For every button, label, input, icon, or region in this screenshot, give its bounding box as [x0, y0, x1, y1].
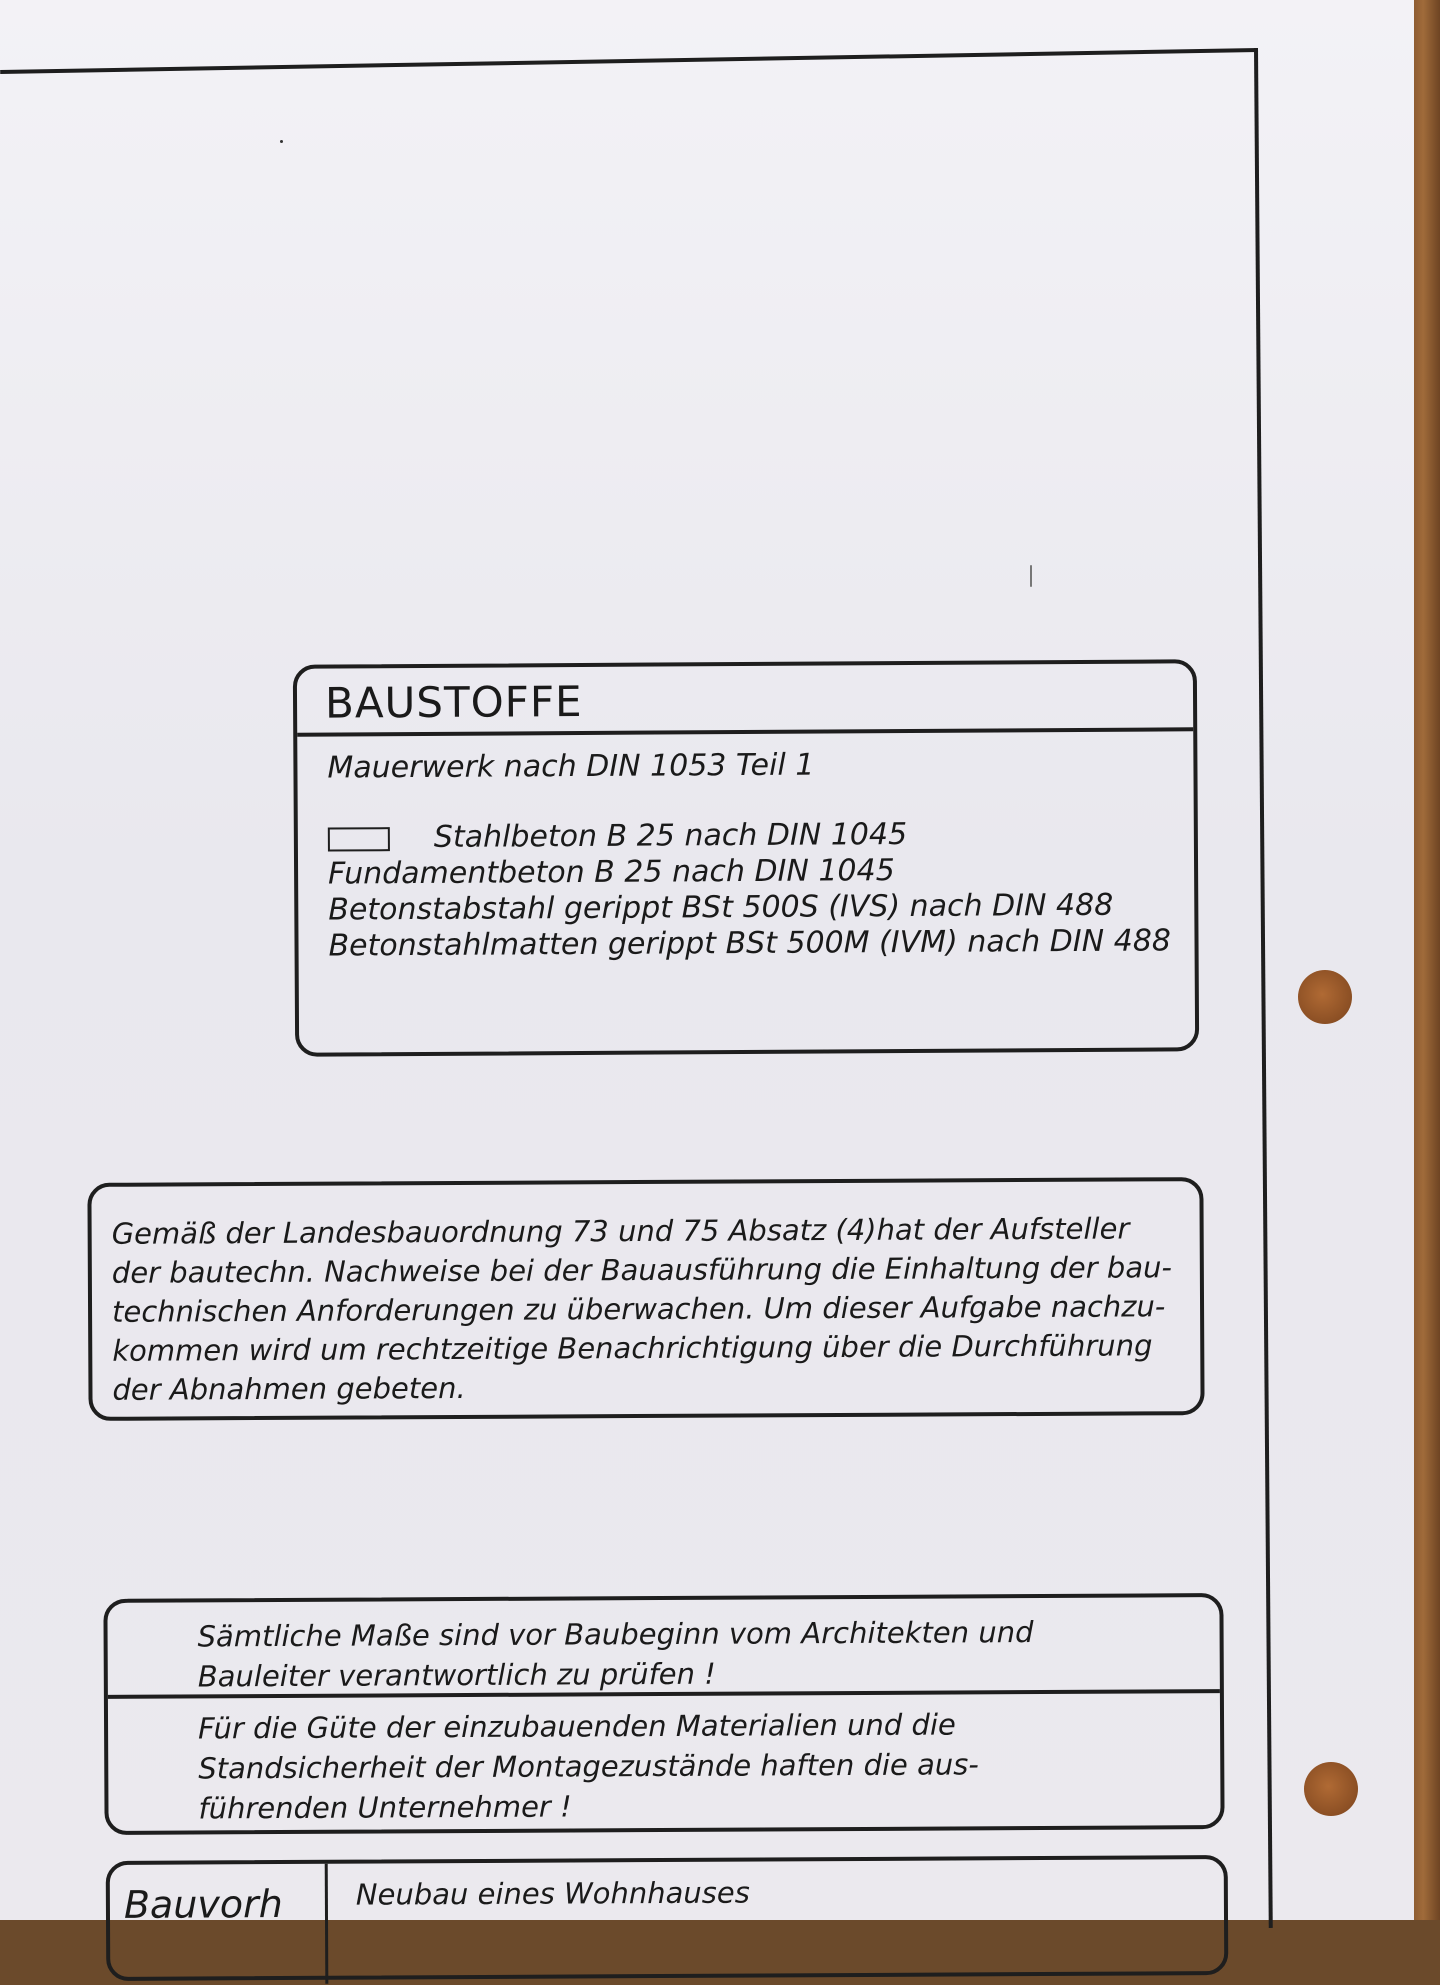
notice-line: der Abnahmen gebeten.: [112, 1370, 466, 1407]
spacer: [328, 781, 1194, 820]
landesbauordnung-notice-box: [87, 1177, 1204, 1421]
title-block-label: Bauvorh: [110, 1864, 329, 1985]
baustoffe-list: [297, 731, 1194, 964]
masse-line: Bauleiter verantwortlich zu prüfen !: [197, 1656, 716, 1694]
drawing-frame-top: [0, 48, 1258, 74]
paper-speck: [280, 140, 283, 143]
title-block: [106, 1855, 1229, 1981]
masse-line: Sämtliche Maße sind vor Baubeginn vom Architekten und: [197, 1615, 1034, 1654]
punch-hole-upper: [1298, 970, 1352, 1024]
notice-line: kommen wird um rechtzeitige Benachrichtigung über die Durchführung: [112, 1328, 1153, 1368]
wood-background: [1412, 0, 1440, 1920]
baustoffe-title: BAUSTOFFE: [297, 663, 1193, 736]
legend-rectangle-icon: [328, 827, 390, 851]
guete-disclaimer: [108, 1693, 1221, 1829]
guete-line: Für die Güte der einzubauenden Materialien und die: [197, 1707, 956, 1746]
punch-hole-lower: [1304, 1762, 1358, 1816]
drawing-frame-right: [1254, 48, 1273, 1928]
notice-line: der bautechn. Nachweise bei der Bauausführung die Einhaltung der bau-: [111, 1250, 1172, 1290]
baustoffe-line-stahlbeton-row: [328, 815, 1194, 856]
baustoffe-line-betonstahlmatten: Betonstahlmatten gerippt BSt 500M (IVM) nach DIN 488: [328, 923, 1172, 964]
baustoffe-line-fundamentbeton: Fundamentbeton B 25 nach DIN 1045: [327, 853, 895, 892]
disclaimer-box: [103, 1593, 1224, 1835]
notice-line: technischen Anforderungen zu überwachen. Um dieser Aufgabe nachzu-: [111, 1289, 1166, 1329]
guete-line: Standsicherheit der Montagezustände haften die aus-: [198, 1747, 979, 1786]
baustoffe-line-stahlbeton: Stahlbeton B 25 nach DIN 1045: [433, 817, 908, 855]
paper-mark: [1030, 565, 1032, 587]
baustoffe-box: [293, 659, 1199, 1057]
title-block-value: Neubau eines Wohnhauses: [355, 1875, 750, 1912]
masse-disclaimer: [107, 1597, 1219, 1699]
baustoffe-line-betonstabstahl: Betonstabstahl gerippt BSt 500S (IVS) nach DIN 488: [328, 887, 1114, 928]
baustoffe-line-mauerwerk: Mauerwerk nach DIN 1053 Teil 1: [327, 747, 815, 786]
guete-line: führenden Unternehmer !: [198, 1789, 572, 1826]
notice-line: Gemäß der Landesbauordnung 73 und 75 Absatz (4)hat der Aufsteller: [111, 1211, 1130, 1251]
